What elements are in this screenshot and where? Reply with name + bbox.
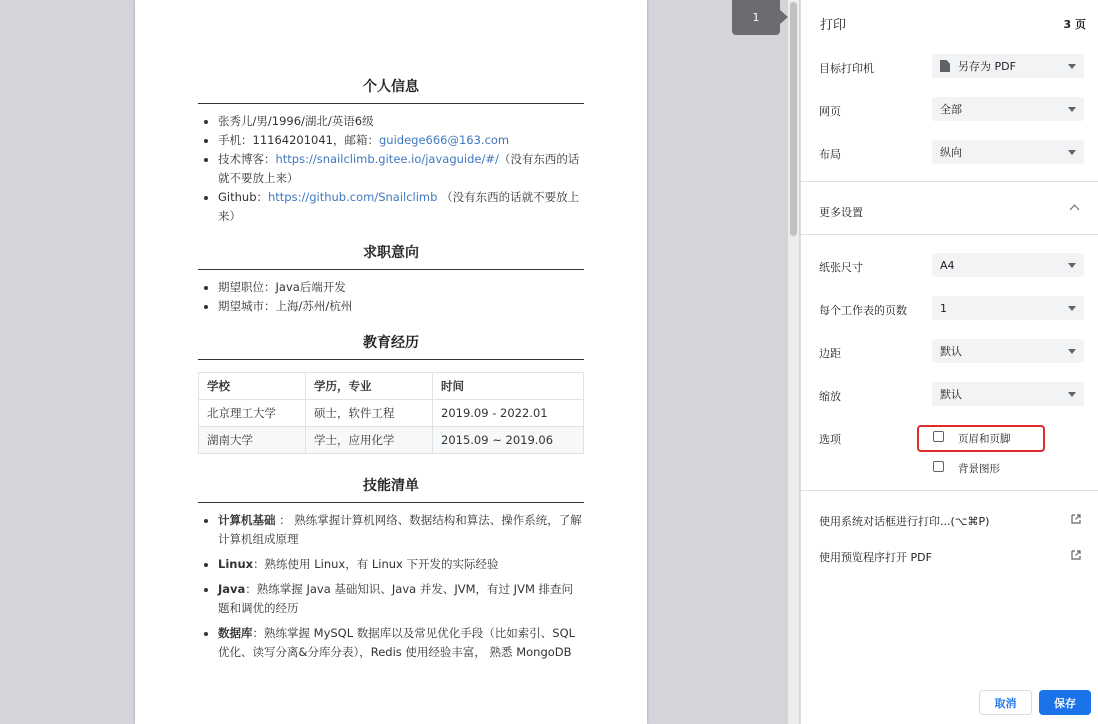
margins-select[interactable]: 默认 (932, 339, 1084, 363)
section-skills (198, 475, 584, 668)
open-preview-link[interactable]: 使用预览程序打开 PDF (819, 551, 932, 564)
table-header-row: 学校 学历，专业 时间 (199, 373, 584, 400)
pages-select[interactable]: 全部 (932, 97, 1084, 121)
scrollbar-thumb[interactable] (790, 2, 797, 236)
section-title-personal: 个人信息 (198, 76, 584, 104)
chevron-down-icon (1068, 150, 1076, 155)
cancel-button[interactable]: 取消 (979, 690, 1032, 715)
divider (800, 490, 1098, 491)
page-count: 3 页 (1063, 18, 1086, 31)
scale-select[interactable]: 默认 (932, 382, 1084, 406)
highlight-box (917, 425, 1045, 452)
options-label: 选项 (819, 433, 841, 446)
page-number-badge: 1 (732, 0, 780, 35)
list-item: • 手机：11164201041，邮箱：guidege666@163.com (218, 131, 584, 150)
section-title-education: 教育经历 (198, 332, 584, 360)
list-item: • 技术博客：https://snailclimb.gitee.io/javaguide/#/（没有东西的话就不要放上来） (218, 150, 584, 188)
list-item: • 期望城市：上海/苏州/杭州 (218, 297, 584, 316)
destination-select[interactable]: 另存为 PDF (932, 54, 1084, 78)
layout-label: 布局 (819, 148, 841, 161)
background-graphics-label[interactable]: 背景图形 (958, 463, 1000, 475)
scale-label: 缩放 (819, 390, 841, 403)
list-item: • 期望职位：Java后端开发 (218, 278, 584, 297)
chevron-down-icon (1068, 349, 1076, 354)
chevron-down-icon (1068, 64, 1076, 69)
layout-select[interactable]: 纵向 (932, 140, 1084, 164)
destination-label: 目标打印机 (819, 62, 874, 75)
headers-footers-label[interactable]: 页眉和页脚 (958, 433, 1011, 445)
divider (800, 234, 1098, 235)
table-row: 湖南大学 学士，应用化学 2015.09 ~ 2019.06 (199, 427, 584, 454)
pages-label: 网页 (819, 105, 841, 118)
list-item: • Java：熟练掌握 Java 基础知识、Java 并发、JVM，有过 JVM 排查问题和调优的经历 (218, 580, 584, 618)
document-icon (940, 60, 950, 72)
pages-per-sheet-select[interactable]: 1 (932, 296, 1084, 320)
table-row: 北京理工大学 硕士，软件工程 2019.09 - 2022.01 (199, 400, 584, 427)
chevron-down-icon (1068, 107, 1076, 112)
github-link[interactable]: https://github.com/Snailclimb (268, 190, 438, 204)
chevron-down-icon (1068, 263, 1076, 268)
margins-label: 边距 (819, 347, 841, 360)
chevron-down-icon (1068, 392, 1076, 397)
list-item: • 张秀儿/男/1996/湖北/英语6级 (218, 112, 584, 131)
pages-per-sheet-label: 每个工作表的页数 (819, 304, 907, 317)
paper-size-label: 纸张尺寸 (819, 261, 863, 274)
blog-link[interactable]: https://snailclimb.gitee.io/javaguide/#/ (275, 152, 499, 166)
save-button[interactable]: 保存 (1039, 690, 1091, 715)
background-graphics-checkbox[interactable] (933, 461, 944, 472)
paper-size-select[interactable]: A4 (932, 253, 1084, 277)
open-external-icon[interactable] (1071, 514, 1081, 524)
open-external-icon[interactable] (1071, 550, 1081, 560)
section-personal (198, 76, 584, 226)
section-title-intent: 求职意向 (198, 242, 584, 270)
more-settings-toggle[interactable]: 更多设置 (819, 206, 863, 219)
list-item: • 数据库：熟练掌握 MySQL 数据库以及常见优化手段（比如索引、SQL 优化、读写分离&分库分表），Redis 使用经验丰富， 熟悉 MongoDB (218, 624, 584, 662)
list-item: • Linux：熟练使用 Linux，有 Linux 下开发的实际经验 (218, 555, 584, 574)
system-dialog-link[interactable]: 使用系统对话框进行打印...(⌥⌘P) (819, 515, 990, 528)
list-item: • 计算机基础 ： 熟练掌握计算机网络、数据结构和算法、操作系统，了解计算机组成原理 (218, 511, 584, 549)
section-intent (198, 242, 584, 316)
chevron-down-icon (1068, 306, 1076, 311)
list-item: • Github：https://github.com/Snailclimb （没有东西的话就不要放上来） (218, 188, 584, 226)
divider (800, 181, 1098, 182)
education-table (198, 372, 584, 454)
section-education (198, 332, 584, 454)
email-link[interactable]: guidege666@163.com (378, 133, 510, 147)
panel-title: 打印 (820, 18, 847, 33)
section-title-skills: 技能清单 (198, 475, 584, 503)
